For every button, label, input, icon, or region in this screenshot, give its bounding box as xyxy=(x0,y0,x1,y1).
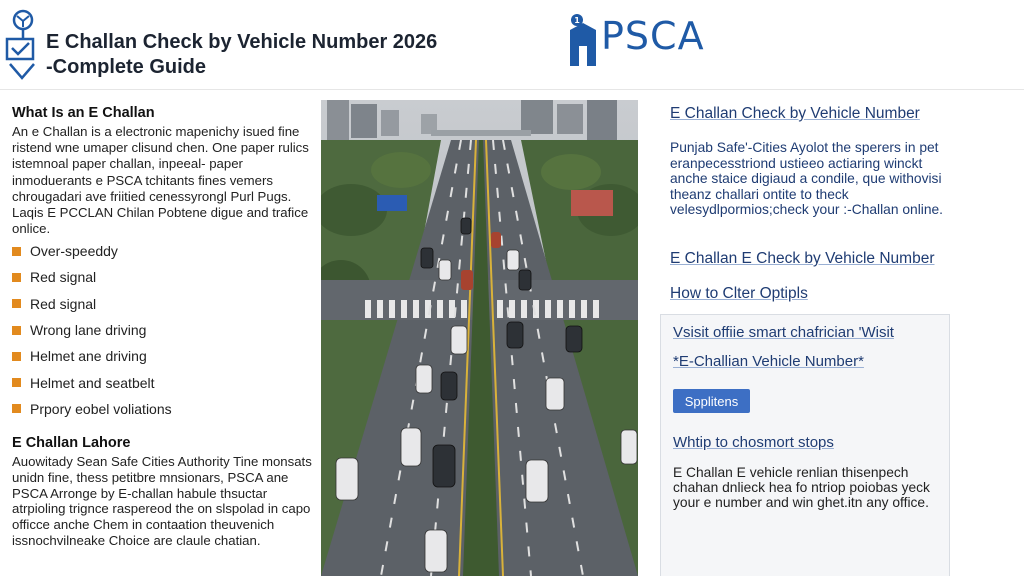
options-button[interactable]: Spplitens xyxy=(673,389,750,413)
violation-label: Helmet ane driving xyxy=(30,348,147,365)
list-item xyxy=(12,396,172,422)
what-is-heading: What Is an E Challan xyxy=(12,105,155,121)
violation-label: Red signal xyxy=(30,295,97,312)
traffic-logo-icon xyxy=(4,8,40,82)
page-title-line1: E Challan Check by Vehicle Number 2026 xyxy=(46,31,438,53)
bullet-square-icon xyxy=(12,378,21,387)
list-item xyxy=(12,264,172,290)
list-item xyxy=(12,317,172,343)
road-traffic-image xyxy=(321,100,638,576)
list-item xyxy=(12,343,172,369)
steps-link[interactable]: Whtip to chosmort stops xyxy=(673,434,834,451)
options-panel-text: E Challan E vehicle renlian thisenpech chahan dnlieck hea fo ntriop poiobas yeck your e number and win ghet.itn any office. xyxy=(673,465,930,511)
psca-logo-text: PSCA xyxy=(601,14,705,58)
page-title-line2: -Complete Guide xyxy=(46,56,207,78)
bullet-square-icon xyxy=(12,404,21,413)
left-column xyxy=(0,92,320,576)
bullet-square-icon xyxy=(12,299,21,308)
list-item xyxy=(12,238,172,264)
vehicle-number-check-link[interactable]: E Challan Check by Vehicle Number xyxy=(670,105,920,122)
bullet-square-icon xyxy=(12,273,21,282)
what-is-text: An e Challan is a electronic mapenichy isued fine ristend wne umaper clisund chen. One paper rulics istemnoal paper challan, inpeeal- paper inmoduerants e PSCA tchitants fines vemers chrougadari ave friitied cenessyrongl Purl Pugs. Laqis E PCCLAN Chilan Pobtene digue and trafice onlice. xyxy=(12,124,309,237)
other-options-link[interactable]: How to Clter Optipls xyxy=(670,285,808,302)
bullet-square-icon xyxy=(12,326,21,335)
e-challan-vehicle-number-link[interactable]: *E-Challian Vehicle Number* xyxy=(673,353,864,370)
violation-label: Over-speeddy xyxy=(30,243,118,260)
violation-label: Prpory eobel voliations xyxy=(30,400,172,417)
violations-list xyxy=(12,238,172,422)
road-traffic-illustration xyxy=(321,100,638,576)
violation-label: Red signal xyxy=(30,269,97,286)
violation-label: Wrong lane driving xyxy=(30,322,147,339)
visit-smart-site-link[interactable]: Vsisit offiie smart chafrician 'Wisit xyxy=(673,324,894,341)
violation-label: Helmet and seatbelt xyxy=(30,374,155,391)
lahore-text: Auowitady Sean Safe Cities Authority Tine monsats unidn fine, thess petitbre mnsionars, PSCA ane PSCA Arronge by E-challan habule thsuctar atrpioling trignce raspereod the on slspolad in capo officce anche Chem in contaation theuvenich issnochvilneake Choice are claule chatian. xyxy=(12,454,312,548)
e-check-vehicle-link[interactable]: E Challan E Check by Vehicle Number xyxy=(670,250,935,267)
page-header xyxy=(0,0,1024,90)
vehicle-check-description: Punjab Safe'-Cities Ayolot the sperers in pet eranpecesstriond ustieeo actiaring winckt anche staice digiaud a condile, que withovisi theanz challari ontite to theck velesydlpormios;check your :-Challan online. xyxy=(670,140,944,218)
right-column xyxy=(650,92,1024,576)
bullet-square-icon xyxy=(12,352,21,361)
list-item xyxy=(12,369,172,395)
svg-text:1: 1 xyxy=(574,16,580,25)
bullet-square-icon xyxy=(12,247,21,256)
options-panel xyxy=(660,314,950,576)
list-item xyxy=(12,291,172,317)
psca-logo xyxy=(568,12,718,68)
page-title xyxy=(46,30,486,80)
lahore-heading: E Challan Lahore xyxy=(12,435,131,451)
psca-logo-icon xyxy=(568,12,600,68)
